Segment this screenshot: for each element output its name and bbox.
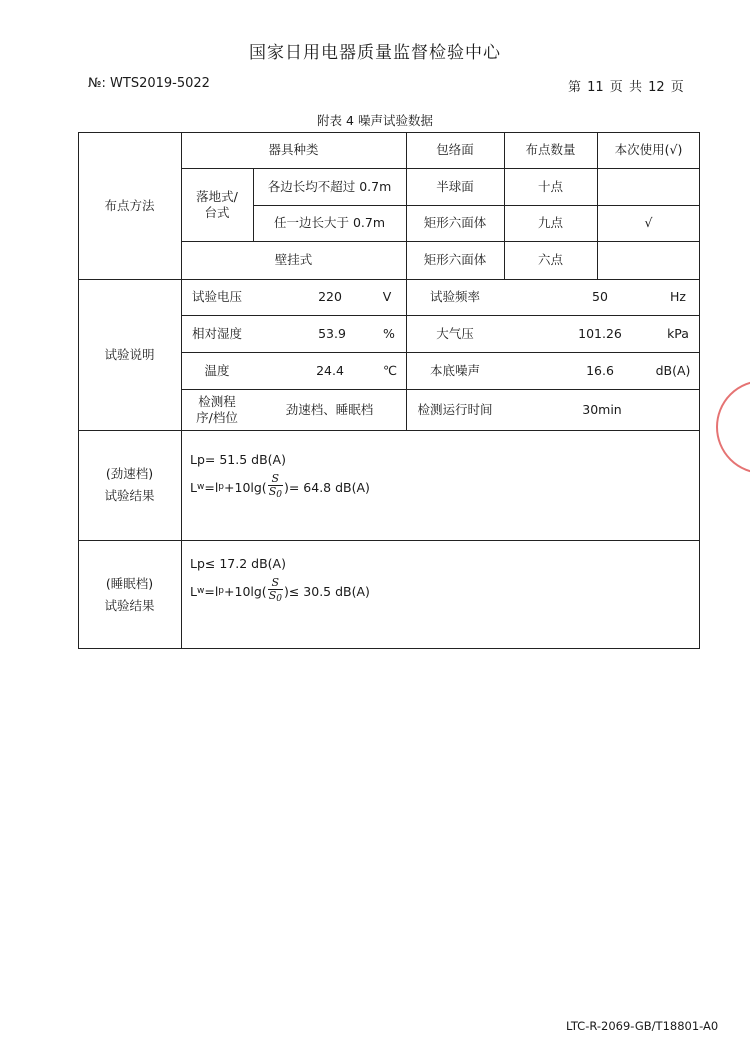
row3-type: 壁挂式 [274,252,313,267]
frequency-unit: Hz [670,289,686,304]
turbo-result-label [78,430,181,540]
humidity-label: 相对湿度 [191,325,242,341]
temperature-unit: ℃ [382,362,398,378]
sleep-lw-value: ≤ 30.5 dB(A) [288,583,370,599]
humidity-value: 53.9 [318,325,346,341]
sleep-lp: Lp≤ 17.2 dB(A) [190,556,286,571]
frequency-value: 50 [592,289,608,304]
turbo-label-line2: 试验结果 [104,488,155,503]
row2-points: 九点 [537,215,563,230]
row2-envelope: 矩形六面体 [423,215,487,230]
floor-type-label: 落地式/台式 [196,188,238,220]
voltage-value: 220 [318,289,342,304]
row2-used: √ [644,215,653,230]
temperature-label: 温度 [204,362,230,378]
temperature-value: 24.4 [316,362,344,378]
seal-stamp [716,380,750,474]
sleep-label-line2: 试验结果 [104,597,155,613]
header-used: 本次使用(√) [614,142,683,157]
frequency-label: 试验频率 [429,289,480,304]
voltage-unit: V [382,289,392,304]
program-label: 检测程序/档位 [196,393,238,425]
turbo-result-values [190,452,370,501]
run-time-value: 30min [582,401,622,417]
row1-envelope: 半球面 [436,178,474,194]
table-caption: 附表 4 噪声试验数据 [317,113,433,128]
background-noise-unit: dB(A) [655,362,691,378]
turbo-label-line1: (劲速档) [105,466,154,481]
sleep-result-values [190,556,370,605]
test-conditions-label: 试验说明 [104,346,155,362]
background-noise-value: 16.6 [586,362,614,378]
program-value: 劲速档、睡眠档 [285,401,374,417]
turbo-lw-formula: L w =l p +10lg( $\frac{S}{S_0}$ ) = 64.8 dB(A) [190,472,370,500]
header-point-count: 布点数量 [525,142,576,157]
run-time-label: 检测运行时间 [417,401,493,417]
row2-type: 任一边长大于 0.7m [273,215,386,230]
voltage-label: 试验电压 [191,289,242,304]
sleep-label-line1: (睡眠档) [105,575,154,591]
humidity-unit: % [383,325,395,341]
document-title: 国家日用电器质量监督检验中心 [249,43,501,63]
pressure-value: 101.26 [578,325,622,341]
background-noise-label: 本底噪声 [429,362,480,378]
footer-code: LTC-R-2069-GB/T18801-A0 [566,1019,719,1033]
sleep-result-label [78,540,181,649]
header-envelope: 包络面 [436,142,474,157]
pressure-label: 大气压 [436,325,474,341]
page-info: 第 11 页 共 12 页 [568,80,684,95]
row3-used [597,241,700,279]
row3-envelope: 矩形六面体 [423,252,487,267]
turbo-lw-value: = 64.8 dB(A) [288,479,370,495]
turbo-lp: Lp= 51.5 dB(A) [190,452,286,467]
row3-points: 六点 [537,252,563,267]
pressure-unit: kPa [667,325,689,341]
sleep-lw-formula: L w =l p +10lg( $\frac{S}{S_0}$ ) ≤ 30.5 dB(A) [190,576,370,604]
report-number: №: WTS2019-5022 [88,76,210,91]
header-appliance-type: 器具种类 [268,142,319,157]
layout-method-label: 布点方法 [104,197,155,213]
row1-type: 各边长均不超过 0.7m [267,178,392,194]
row1-used [597,168,700,205]
row1-points: 十点 [537,178,563,194]
